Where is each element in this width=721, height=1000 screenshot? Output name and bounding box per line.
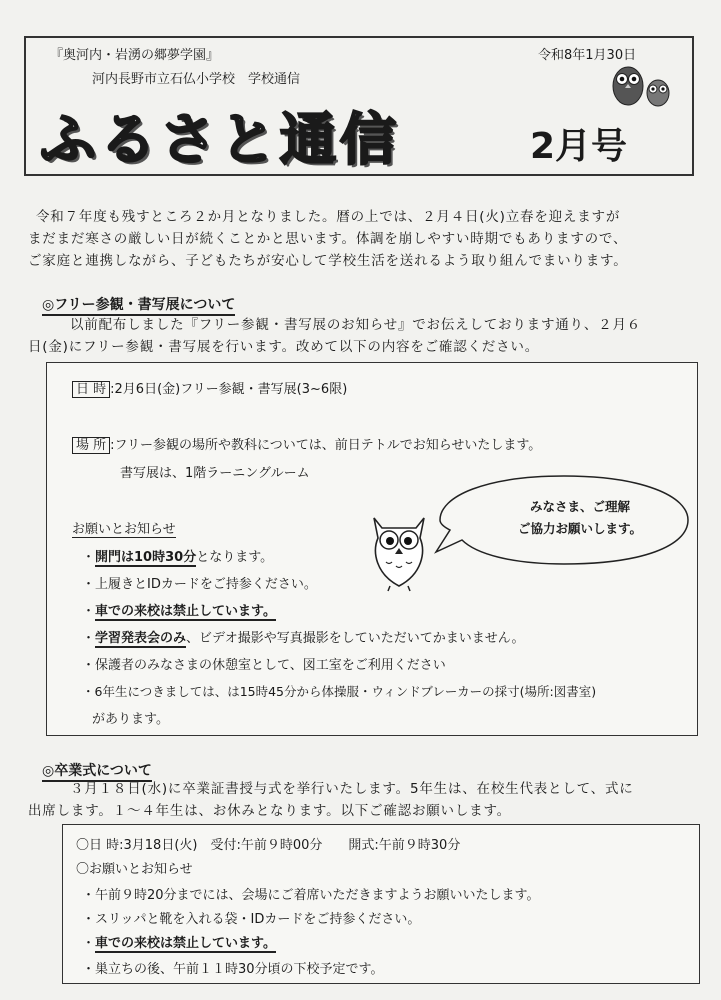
- school-name: 河内長野市立石仏小学校 学校通信: [92, 72, 301, 87]
- intro-line-1: 令和７年度も残すところ２か月となりました。暦の上では、２月４日(火)立春を迎えますが: [36, 209, 621, 225]
- masthead-title: ふるさと通信: [40, 108, 400, 173]
- notice-heading: お願いとお知らせ: [72, 522, 176, 537]
- series-title: 『奥河内・岩湧の郷夢学園』: [50, 48, 220, 63]
- bubble-text: みなさま、ご理解 ご協力お願いします。: [517, 499, 642, 536]
- ceremony-notice-heading: 〇お願いとお知らせ: [76, 862, 193, 877]
- intro-line-2: まだまだ寒さの厳しい日が続くことかと思います。体調を崩しやすい時期でもありますので、: [28, 231, 628, 247]
- ceremony-date: 〇日 時:3月18日(火) 受付:午前９時00分 開式:午前９時30分: [76, 838, 461, 853]
- section1-intro-2: 日(金)にフリー参観・書写展を行います。改めて以下の内容をご確認ください。: [28, 339, 540, 355]
- place-value: :フリー参観の場所や教科については、前日テトルでお知らせいたします。: [110, 438, 542, 453]
- date-value: :2月6日(金)フリー参観・書写展(3~6限): [110, 382, 348, 397]
- issue-number: 2月号: [530, 126, 628, 167]
- notice-2: ・上履きとIDカードをご持参ください。: [82, 577, 317, 592]
- notice-3: ・車での来校は禁止しています。: [82, 604, 276, 619]
- section1-heading: ◎フリー参観・書写展について: [42, 294, 235, 314]
- notice-1: ・開門は10時30分となります。: [82, 550, 274, 565]
- ceremony-notice-4: ・巣立ちの後、午前１１時30分頃の下校予定です。: [82, 962, 384, 977]
- ceremony-notice-3: ・車での来校は禁止しています。: [82, 936, 276, 951]
- place-row: [72, 434, 541, 453]
- ceremony-notice-2: ・スリッパと靴を入れる袋・IDカードをご持参ください。: [82, 912, 421, 927]
- section2-heading: ◎卒業式について: [42, 760, 152, 780]
- intro-line-3: ご家庭と連携しながら、子どもたちが安心して学校生活を送れるよう取り組んでまいります。: [28, 253, 628, 269]
- section2-intro-1: ３月１８日(水)に卒業証書授与式を挙行いたします。5年生は、在校生代表として、式に: [70, 781, 634, 797]
- notice-5: ・保護者のみなさまの休憩室として、図工室をご利用ください: [82, 658, 446, 673]
- issue-date: 令和8年1月30日: [538, 48, 637, 63]
- ceremony-notice-1: ・午前９時20分までには、会場にご着席いただきますようお願いいたします。: [82, 888, 540, 903]
- notice-6: ・6年生につきましては、は15時45分から体操服・ウィンドブレーカーの採寸(場所:図書室): [82, 684, 597, 699]
- owl-pair-icon: [606, 60, 676, 110]
- owl-icon: [360, 504, 438, 592]
- notice-4: ・学習発表会のみ、ビデオ撮影や写真撮影をしていただいてかまいません。: [82, 631, 525, 646]
- place-label: 場 所: [72, 437, 110, 454]
- notice-6b: があります。: [92, 712, 169, 727]
- section2-intro-2: 出席します。１～４年生は、お休みとなります。以下ご確認お願いします。: [28, 803, 511, 819]
- date-row: [72, 378, 347, 397]
- section1-intro-1: 以前配布しました『フリー参観・書写展のお知らせ』でお伝えしております通り、２月６: [70, 317, 642, 333]
- place-value-2: 書写展は、1階ラーニングルーム: [120, 466, 310, 481]
- date-label: 日 時: [72, 381, 110, 398]
